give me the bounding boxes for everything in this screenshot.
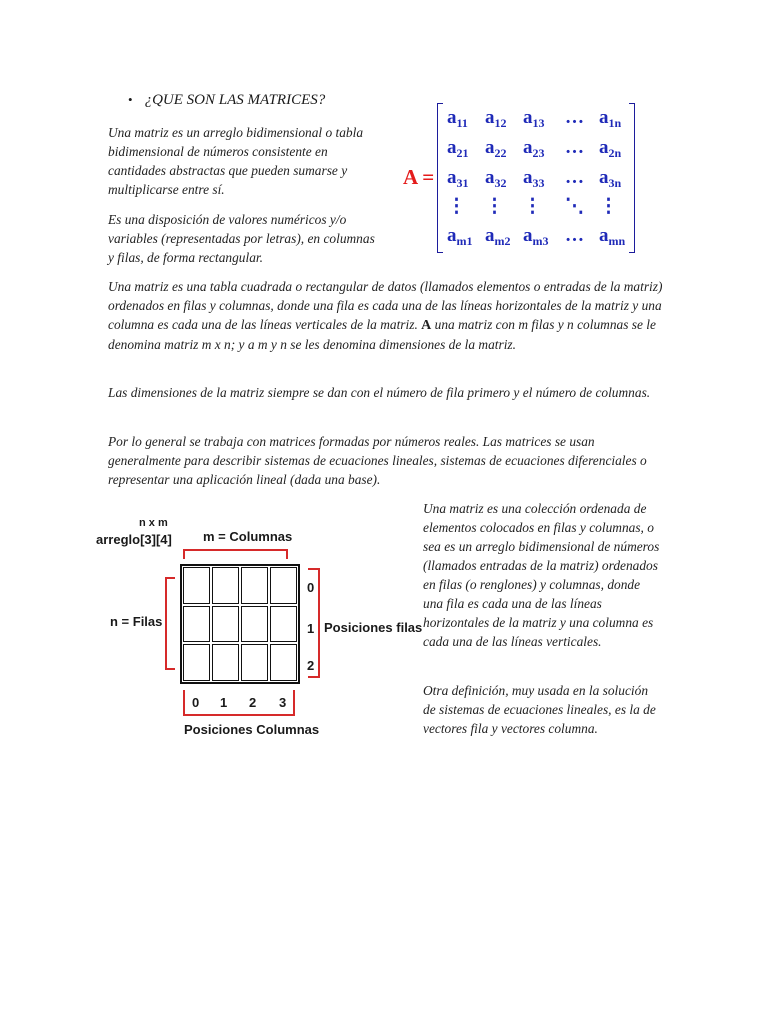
matrix-entry-0-3	[565, 107, 584, 129]
matrix-entry-0-1	[485, 107, 507, 131]
matrix-entry-base: a	[523, 225, 533, 246]
paragraph-definition-3	[108, 277, 668, 354]
matrix-entry-subscript: 31	[456, 176, 469, 190]
grid-cell	[270, 567, 297, 604]
grid-cell	[183, 644, 210, 681]
matrix-entry-base: a	[447, 225, 457, 246]
paragraph-other-definition: Otra definición, muy usada en la solución de sistemas de ecuaciones lineales, es la de vectores fila y vectores columna.	[423, 683, 656, 736]
matrix-entry-subscript: m1	[456, 234, 473, 248]
row-index-1: 1	[307, 621, 315, 636]
paragraph-3-bold-letter: A	[421, 318, 432, 333]
row-positions-bracket-top	[308, 568, 318, 570]
matrix-entry-subscript: 22	[494, 146, 507, 160]
grid-cell	[183, 567, 210, 604]
matrix-entry-2-4	[599, 167, 621, 191]
matrix-entry-base: a	[523, 167, 533, 188]
matrix-entry-3-3	[565, 195, 584, 218]
matrix-entry-2-0	[447, 167, 469, 191]
matrix-entry-base: …	[565, 137, 584, 158]
matrix-entry-2-1	[485, 167, 507, 191]
grid-cell	[270, 644, 297, 681]
matrix-entry-subscript: 3n	[608, 176, 622, 190]
matrix-entry-subscript: 21	[456, 146, 469, 160]
matrix-entry-0-4	[599, 107, 621, 131]
matrix-entry-base: ⋮	[523, 196, 542, 217]
col-positions-bracket-left	[183, 690, 185, 716]
section-heading	[128, 92, 325, 109]
column-index-2: 2	[249, 695, 257, 710]
paragraph-uses: Por lo general se trabaja con matrices formadas por números reales. Las matrices se usan generalmente para describir sistemas de ecuaciones lineales, sistemas de ecuaciones diferenciales o representar una aplicación lineal (dada una base).	[108, 434, 647, 487]
posiciones-filas-label: Posiciones filas	[324, 620, 423, 635]
columns-bracket-right	[286, 549, 288, 559]
matrix-figure	[437, 103, 635, 251]
arreglo-label: arreglo[3][4]	[96, 532, 172, 547]
matrix-entry-2-3	[565, 167, 584, 189]
matrix-entry-base: …	[565, 107, 584, 128]
n-x-m-label: n x m	[139, 517, 168, 529]
posiciones-columnas-label: Posiciones Columnas	[184, 722, 320, 737]
columns-bracket-top	[183, 549, 288, 551]
matrix-entry-subscript: 2n	[608, 146, 622, 160]
matrix-entry-base: ⋱	[565, 196, 584, 217]
matrix-entry-base: a	[485, 225, 495, 246]
columnas-label: m = Columnas	[203, 529, 293, 544]
grid-cell	[212, 644, 239, 681]
matrix-entry-base: a	[485, 137, 495, 158]
grid-cell	[241, 606, 268, 643]
matrix-entry-subscript: 33	[532, 176, 545, 190]
matrix-entry-base: a	[523, 107, 533, 128]
columns-bracket-left	[183, 549, 185, 559]
column-index-3: 3	[279, 695, 287, 710]
heading-text: ¿QUE SON LAS MATRICES?	[144, 92, 326, 108]
rows-bracket-vertical	[165, 577, 167, 670]
grid-cell	[241, 644, 268, 681]
paragraph-definition-2: Es una disposición de valores numéricos y/o variables (representadas por letras), en columnas y filas, de forma rectangular.	[108, 212, 375, 265]
grid-cell	[270, 606, 297, 643]
matrix-entry-base: a	[599, 167, 609, 188]
paragraph-dimensions: Las dimensiones de la matriz siempre se dan con el número de fila primero y el número de columnas.	[108, 385, 651, 400]
matrix-entry-base: …	[565, 225, 584, 246]
bullet-icon: •	[128, 92, 133, 107]
paragraph-3-after: una matriz con m filas y n columnas se le denomina matriz m x n; y a m y n se les denomina dimensiones de la matriz.	[108, 317, 656, 352]
matrix-entry-base: …	[565, 167, 584, 188]
grid-cell	[212, 567, 239, 604]
col-positions-bracket-bottom	[183, 714, 295, 716]
row-index-2: 2	[307, 658, 315, 673]
grid-cell	[241, 567, 268, 604]
matrix-entry-base: a	[447, 167, 457, 188]
matrix-entry-base: a	[599, 225, 609, 246]
matrix-entry-subscript: mn	[608, 234, 626, 248]
filas-label: n = Filas	[110, 614, 163, 629]
matrix-entry-4-2	[523, 225, 549, 249]
matrix-entry-2-2	[523, 167, 545, 191]
matrix-entry-base: ⋮	[447, 196, 466, 217]
matrix-entry-base: a	[447, 107, 457, 128]
matrix-entry-base: a	[447, 137, 457, 158]
matrix-entry-subscript: m3	[532, 234, 549, 248]
paragraph-collection: Una matriz es una colección ordenada de elementos colocados en filas y columnas, o sea es un arreglo bidimensional de números (llamados entradas de la matriz) ordenados en filas (o renglones) y columnas, donde una fila es cada una de las líneas horizontales de la matriz y una columna es cada una de las líneas verticales.	[423, 501, 660, 649]
matrix-entry-base: a	[599, 107, 609, 128]
matrix-entry-3-0	[447, 195, 466, 218]
matrix-entry-1-2	[523, 137, 545, 161]
matrix-entry-base: a	[485, 167, 495, 188]
grid-cell	[212, 606, 239, 643]
matrix-entry-3-2	[523, 195, 542, 218]
matrix-entry-subscript: 13	[532, 116, 545, 130]
paragraph-definition-1: Una matriz es un arreglo bidimensional o tabla bidimensional de números consistente en cantidades abstractas que pueden sumarse y multiplicarse entre sí.	[108, 125, 364, 197]
matrix-entry-1-3	[565, 137, 584, 159]
col-positions-bracket-right	[293, 690, 295, 716]
matrix-entry-base: a	[599, 137, 609, 158]
column-index-0: 0	[192, 695, 200, 710]
matrix-label: A =	[403, 165, 435, 189]
matrix-entry-subscript: 11	[456, 116, 468, 130]
matrix-entry-4-3	[565, 225, 584, 247]
column-index-1: 1	[220, 695, 228, 710]
matrix-entry-base: a	[485, 107, 495, 128]
matrix-entry-4-1	[485, 225, 511, 249]
rows-bracket-bottom	[165, 668, 175, 670]
matrix-entry-3-4	[599, 195, 618, 218]
matrix-entry-1-0	[447, 137, 469, 161]
matrix-entry-1-1	[485, 137, 507, 161]
matrix-entry-subscript: m2	[494, 234, 511, 248]
matrix-entry-subscript: 23	[532, 146, 545, 160]
right-bracket	[629, 103, 635, 253]
matrix-entry-4-4	[599, 225, 625, 249]
matrix-entry-subscript: 1n	[608, 116, 622, 130]
rows-bracket-top	[165, 577, 175, 579]
row-index-0: 0	[307, 580, 315, 595]
matrix-entry-0-0	[447, 107, 468, 131]
matrix-entry-3-1	[485, 195, 504, 218]
matrix-entry-1-4	[599, 137, 621, 161]
matrix-entry-subscript: 32	[494, 176, 507, 190]
matrix-entry-subscript: 12	[494, 116, 507, 130]
matrix-entry-base: ⋮	[599, 196, 618, 217]
matrix-entry-base: ⋮	[485, 196, 504, 217]
array-grid	[180, 564, 300, 684]
grid-cell	[183, 606, 210, 643]
paragraph-3-before: Una matriz es una tabla cuadrada o rectangular de datos (llamados elementos o entradas de la matriz) ordenados en filas y columnas, donde una fila es cada una de las líneas horizontales de la matriz y una columna es cada una de las líneas verticales de la matriz.	[108, 279, 663, 332]
matrix-entry-4-0	[447, 225, 473, 249]
row-positions-bracket-bottom	[308, 676, 318, 678]
left-bracket	[437, 103, 443, 253]
matrix-entry-base: a	[523, 137, 533, 158]
matrix-entry-0-2	[523, 107, 545, 131]
row-positions-bracket-vertical	[318, 568, 320, 678]
